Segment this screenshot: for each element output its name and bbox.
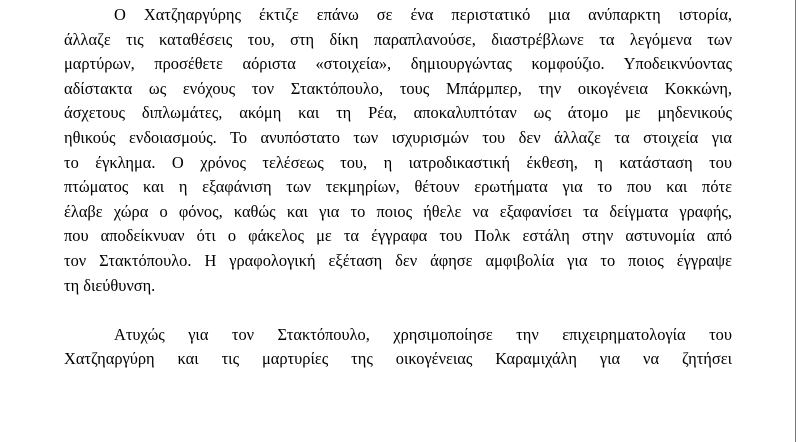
- text-line: τη διεύθυνση.: [64, 275, 156, 295]
- text-line: ηθικούς ενδοιασμούς. Το ανυπόστατο των ισχυρισμών του δεν άλλαζε τα στοιχεία για: [64, 127, 732, 147]
- text-line: άσχετους διπλωμάτες, ακόμη και τη Ρέα, αποκαλυπτόταν ως άτομο με μηδενικούς: [64, 103, 732, 123]
- text-line: άλλαζε τις καταθέσεις του, στη δίκη παραπλανούσε, διαστρέβλωνε τα λεγόμενα των: [64, 29, 732, 49]
- document-body: [64, 3, 732, 372]
- text-line: τον Στακτόπουλο. Η γραφολογική εξέταση δεν άφησε αμφιβολία για το ποιος έγγραψε: [64, 250, 732, 270]
- text-line: μαρτύρων, προσέθετε αόριστα «στοιχεία», δημιουργώντας κομφούζιο. Υποδεικνύοντας: [64, 54, 732, 74]
- text-line: Ο Χατζηαργύρης έκτιζε επάνω σε ένα περιστατικό μια ανύπαρκτη ιστορία,: [114, 5, 732, 24]
- window-edge-divider: [795, 0, 796, 442]
- text-line: αδίστακτα ως ενόχους τον Στακτόπουλο, τους Μπάρμπερ, την οικογένεια Κοκκώνη,: [64, 78, 732, 98]
- text-line: που αποδείκνυαν ότι ο φάκελος με τα έγγραφα του Πολκ εστάλη στην αστυνομία από: [64, 226, 732, 246]
- text-line: το έγκλημα. Ο χρόνος τελέσεως του, η ιατροδικαστική έκθεση, η κατάσταση του: [64, 152, 732, 172]
- paragraph-spacing: [64, 298, 732, 323]
- text-line: έλαβε χώρα ο φόνος, καθώς και για το ποιος ήθελε να εξαφανίσει τα δείγματα γραφής,: [64, 201, 732, 221]
- text-line: πτώματος και η εξαφάνιση των τεκμηρίων, θέτουν ερωτήματα για το που και πότε: [64, 177, 732, 197]
- text-line: Ατυχώς για τον Στακτόπουλο, χρησιμοποίησε την επιχειρηματολογία του: [114, 324, 732, 344]
- text-line: Χατζηαργύρη και τις μαρτυρίες της οικογένειας Καραμιχάλη για να ζητήσει: [64, 349, 732, 369]
